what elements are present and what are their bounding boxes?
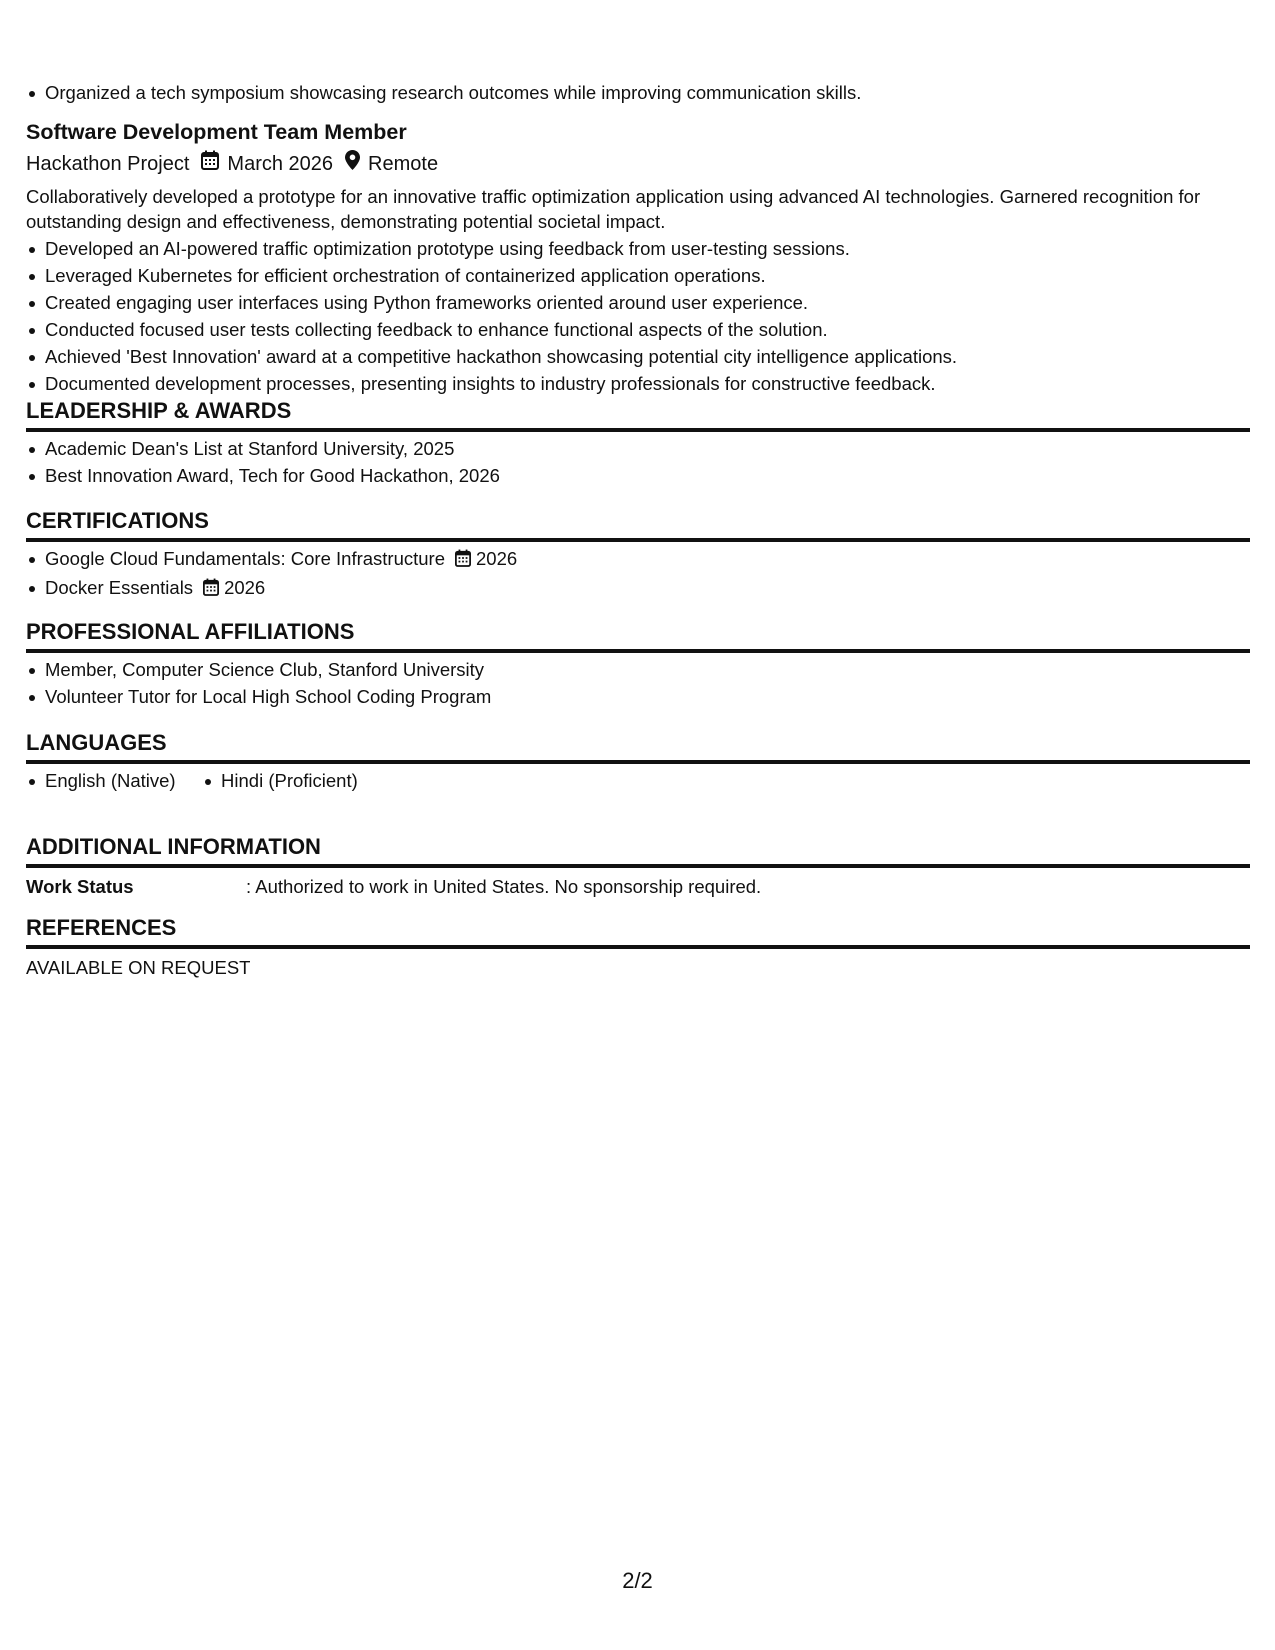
job-location: Remote (368, 153, 439, 175)
list-item (26, 545, 517, 574)
section-heading-languages: LANGUAGES (26, 729, 1250, 764)
list-item (26, 574, 517, 603)
section-heading-affiliations: PROFESSIONAL AFFILIATIONS (26, 618, 1250, 653)
section-heading-certifications: CERTIFICATIONS (26, 507, 1250, 542)
calendar-icon (201, 150, 219, 178)
list-item: Leveraged Kubernetes for efficient orchestration of containerized application operations. (26, 262, 957, 289)
certification-name: Docker Essentials (45, 577, 194, 598)
list-item: Best Innovation Award, Tech for Good Hackathon, 2026 (26, 462, 500, 489)
job-meta (26, 150, 438, 178)
section-heading-additional: ADDITIONAL INFORMATION (26, 833, 1250, 868)
job-description: Collaboratively developed a prototype for an innovative traffic optimization application using advanced AI technologies. Garnered recognition for outstanding design and effectiveness, demonstrating potential societal impact. (26, 186, 1201, 232)
list-item: Academic Dean's List at Stanford University, 2025 (26, 435, 500, 462)
list-item: Achieved 'Best Innovation' award at a competitive hackathon showcasing potential city intelligence applications. (26, 343, 957, 370)
calendar-icon (203, 576, 219, 603)
list-item: Organized a tech symposium showcasing research outcomes while improving communication skills. (26, 79, 861, 106)
job-bullets (26, 235, 957, 397)
map-pin-icon (345, 150, 360, 178)
calendar-icon (455, 547, 471, 574)
list-item: Conducted focused user tests collecting feedback to enhance functional aspects of the solution. (26, 316, 957, 343)
list-item: Hindi (Proficient) (202, 767, 358, 794)
list-item: Created engaging user interfaces using Python frameworks oriented around user experience. (26, 289, 957, 316)
page-number: 2/2 (622, 1568, 653, 1593)
certification-name: Google Cloud Fundamentals: Core Infrastructure (45, 548, 446, 569)
section-heading-references: REFERENCES (26, 914, 1250, 949)
leadership-list (26, 435, 500, 489)
work-status-value: : Authorized to work in United States. No sponsorship required. (246, 876, 762, 897)
affiliations-list (26, 656, 491, 710)
list-item: Documented development processes, presenting insights to industry professionals for constructive feedback. (26, 370, 957, 397)
work-status-label: Work Status (26, 876, 134, 897)
work-status-row (26, 874, 761, 900)
languages-list (26, 767, 380, 794)
previous-entry-bullets (26, 79, 861, 106)
job-date: March 2026 (227, 153, 334, 175)
job-organization: Hackathon Project (26, 153, 190, 175)
certification-year: 2026 (224, 577, 266, 598)
list-item: Developed an AI-powered traffic optimization prototype using feedback from user-testing sessions. (26, 235, 957, 262)
job-title: Software Development Team Member (26, 120, 407, 144)
section-heading-leadership: LEADERSHIP & AWARDS (26, 397, 1250, 432)
certifications-list (26, 545, 517, 603)
references-text: AVAILABLE ON REQUEST (26, 957, 251, 978)
list-item: Member, Computer Science Club, Stanford University (26, 656, 491, 683)
certification-year: 2026 (476, 548, 518, 569)
list-item: English (Native) (26, 767, 176, 794)
list-item: Volunteer Tutor for Local High School Coding Program (26, 683, 491, 710)
